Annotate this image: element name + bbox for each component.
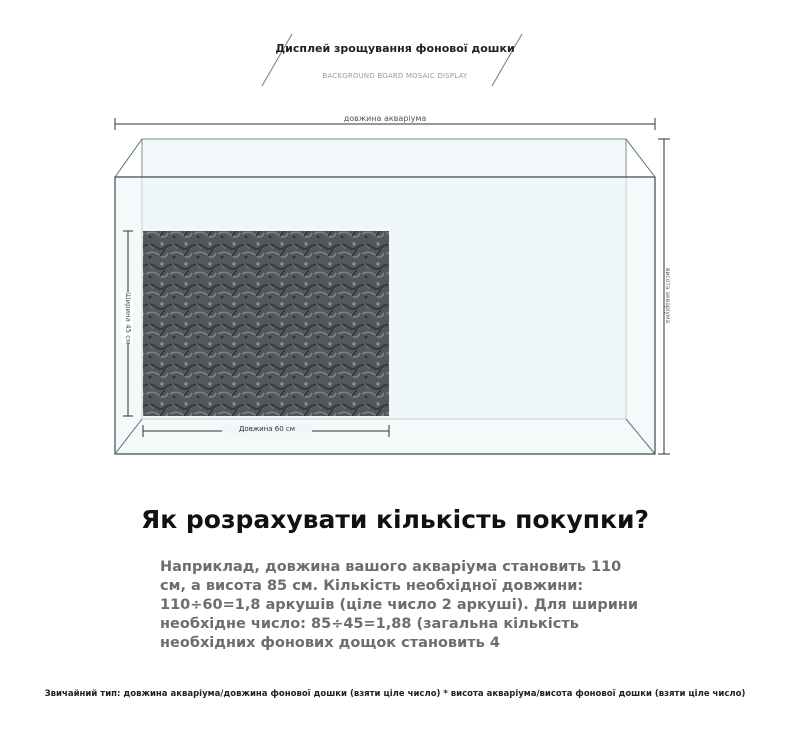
example-paragraph: Наприклад, довжина вашого акваріума становить 110 см, а висота 85 см. Кількість необхідної довжини: 110÷60=1,8 аркушів (ціле число 2 аркуші). Для ширини необхідне число: 85÷45=1,88 (загальна кількість необхідних фонових дощок становить 4 [160, 559, 639, 651]
header-subtitle: BACKGROUND BOARD MOSAIC DISPLAY [322, 72, 468, 80]
tank-edge-tl [115, 139, 142, 177]
question-heading: Як розрахувати кількість покупки? [140, 505, 650, 534]
tank-length-label: довжина акваріума [343, 114, 427, 123]
tank-edge-tr [626, 139, 655, 177]
background-board-shade [143, 231, 389, 416]
tank-height-label: висота акваріума [664, 268, 671, 324]
board-width-label: Ширина 45 см [121, 292, 133, 344]
board-length-label: Довжина 60 см [222, 425, 312, 433]
header-title: Дисплей зрощування фонової дошки [275, 42, 515, 55]
formula-note: Звичайний тип: довжина акваріума/довжина фонової дошки (взяти ціле число) * висота акваріума/висота фонової дошки (взяти ціле число) [44, 689, 746, 699]
